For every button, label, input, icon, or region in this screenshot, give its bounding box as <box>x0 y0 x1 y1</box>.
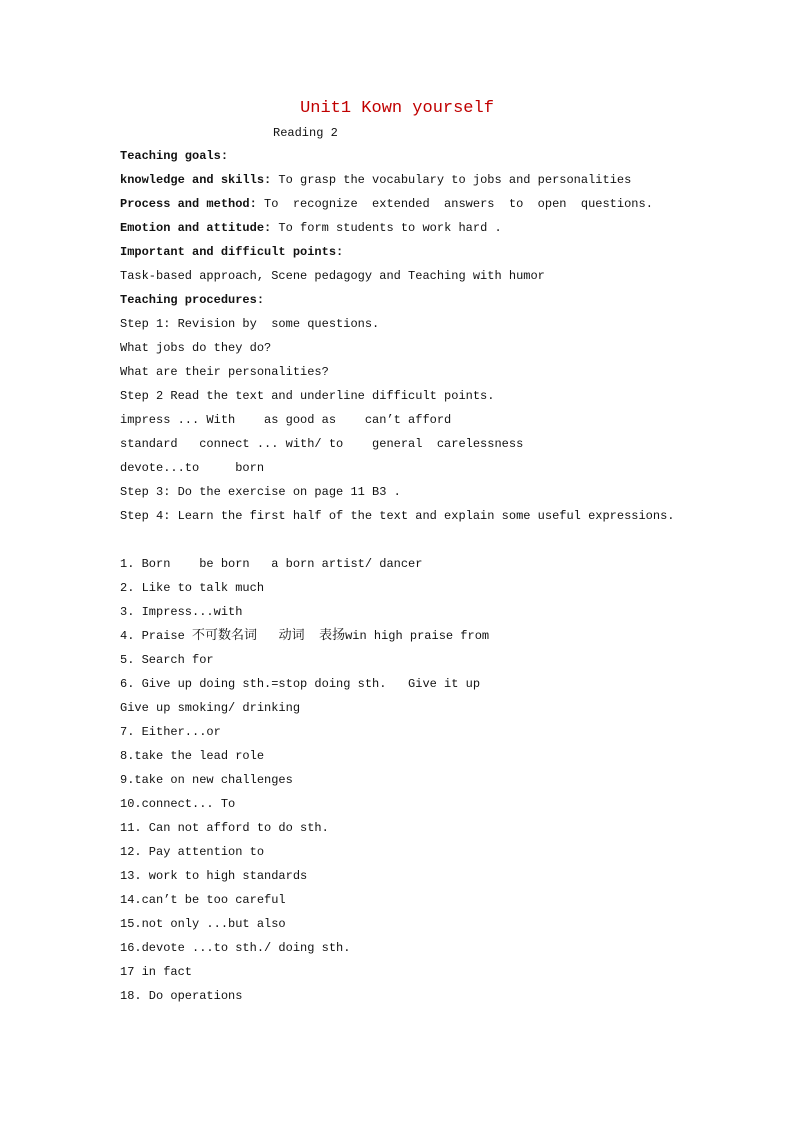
expression-4-space <box>257 629 279 643</box>
difficult-points-line-3: devote...to born <box>120 461 265 475</box>
expression-4-prefix: 4. Praise <box>120 629 193 643</box>
document-subtitle: Reading 2 <box>273 126 338 140</box>
step-4: Step 4: Learn the first half of the text and explain some useful expressions. <box>120 509 675 523</box>
expression-13: 13. work to high standards <box>120 869 308 883</box>
teaching-goals-heading: Teaching goals: <box>120 149 229 163</box>
expression-4-gap <box>305 629 319 643</box>
question-2: What are their personalities? <box>120 365 329 379</box>
knowledge-label: knowledge and skills: <box>120 173 272 187</box>
expression-12: 12. Pay attention to <box>120 845 265 859</box>
expression-6b: Give up smoking/ drinking <box>120 701 301 715</box>
knowledge-text: To grasp the vocabulary to jobs and personalities <box>271 173 632 187</box>
expression-4-suffix: win high praise from <box>345 629 490 643</box>
knowledge-line <box>120 171 680 195</box>
expression-16: 16.devote ...to sth./ doing sth. <box>120 941 351 955</box>
expression-6: 6. Give up doing sth.=stop doing sth. Give it up <box>120 677 481 691</box>
expression-4-cjk-praise: 表扬 <box>319 628 346 643</box>
emotion-line <box>120 219 680 243</box>
difficult-points-line-2: standard connect ... with/ to general carelessness <box>120 437 524 451</box>
question-1: What jobs do they do? <box>120 341 272 355</box>
emotion-text: To form students to work hard . <box>271 221 502 235</box>
expression-4-cjk-noun: 不可数名词 <box>192 628 258 643</box>
expression-15: 15.not only ...but also <box>120 917 286 931</box>
expression-5: 5. Search for <box>120 653 214 667</box>
process-label: Process and method: <box>120 197 257 211</box>
expression-17: 17 in fact <box>120 965 193 979</box>
expression-4-cjk-verb: 动词 <box>278 628 305 643</box>
expression-18: 18. Do operations <box>120 989 243 1003</box>
expression-10: 10.connect... To <box>120 797 236 811</box>
expression-1: 1. Born be born a born artist/ dancer <box>120 557 423 571</box>
expression-8: 8.take the lead role <box>120 749 265 763</box>
procedures-heading: Teaching procedures: <box>120 293 265 307</box>
expression-14: 14.can’t be too careful <box>120 893 286 907</box>
difficult-points-line-1: impress ... With as good as can’t afford <box>120 413 452 427</box>
step-3: Step 3: Do the exercise on page 11 B3 . <box>120 485 401 499</box>
expression-4 <box>120 627 680 651</box>
expression-7: 7. Either...or <box>120 725 221 739</box>
expression-9: 9.take on new challenges <box>120 773 293 787</box>
step-1: Step 1: Revision by some questions. <box>120 317 380 331</box>
document-body <box>120 147 680 1011</box>
step-2: Step 2 Read the text and underline difficult points. <box>120 389 495 403</box>
approach-text: Task-based approach, Scene pedagogy and Teaching with humor <box>120 269 545 283</box>
expression-3: 3. Impress...with <box>120 605 243 619</box>
process-line <box>120 195 680 219</box>
blank-line <box>120 531 680 555</box>
emotion-label: Emotion and attitude: <box>120 221 272 235</box>
important-points-heading: Important and difficult points: <box>120 245 344 259</box>
process-text: To recognize extended answers to open questions. <box>256 197 653 211</box>
expression-2: 2. Like to talk much <box>120 581 265 595</box>
expression-11: 11. Can not afford to do sth. <box>120 821 329 835</box>
document-title: Unit1 Kown yourself <box>300 99 494 118</box>
